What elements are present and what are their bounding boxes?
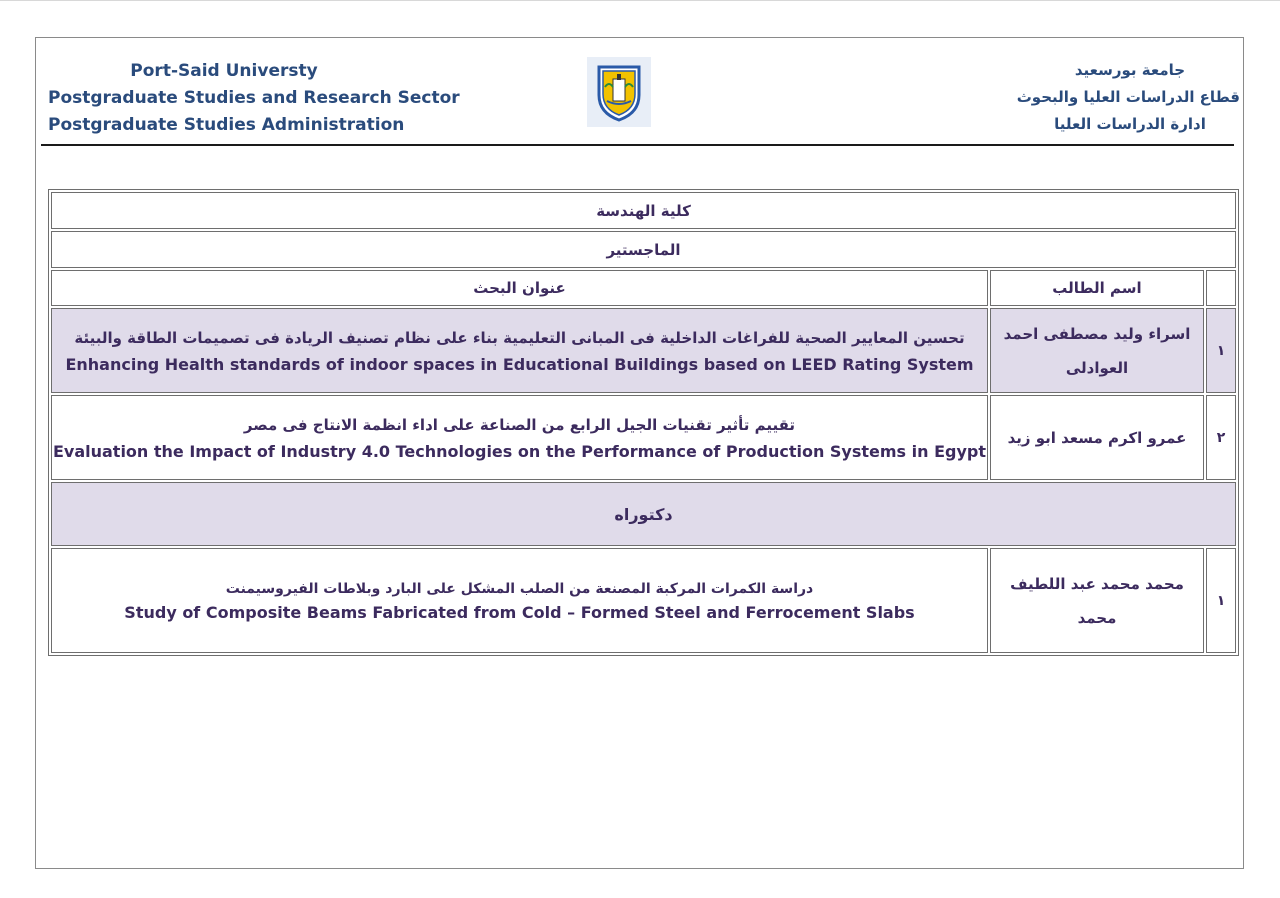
thesis-title-cell [51,548,988,653]
row-number-cell: ١ [1206,308,1236,393]
thesis-title-arabic: دراسة الكمرات المركبة المصنعة من الصلب المشكل على البارد وبلاطات الفيروسيمنت [225,580,814,597]
header-university-en: Port-Said Universty [130,61,318,81]
header-divider [41,144,1234,146]
university-crest-icon [587,57,651,127]
table-row [51,395,1236,480]
column-header-row [51,270,1236,306]
row-number-cell: ٢ [1206,395,1236,480]
thesis-title-cell [51,395,988,480]
header-english-block [48,58,460,139]
thesis-title-english: Enhancing Health standards of indoor spaces in Educational Buildings based on LEED Rating System [65,354,974,374]
crest-svg [593,61,645,123]
student-name-cell: محمد محمد عبد اللطيف محمد [990,548,1204,653]
thesis-title-arabic: تحسين المعايير الصحية للفراغات الداخلية فى المبانى التعليمية بناء على نظام تصنيف الريادة فى تصميمات الطاقة والبيئة [74,328,965,347]
faculty-cell: كلية الهندسة [51,192,1236,229]
thesis-title-cell [51,308,988,393]
thesis-title-english: Evaluation the Impact of Industry 4.0 Technologies on the Performance of Production Systems in Egypt [52,441,987,461]
row-number-cell: ١ [1206,548,1236,653]
header-arabic-block [1016,57,1240,138]
phd-row [51,482,1236,546]
header-sector-en: Postgraduate Studies and Research Sector [48,88,460,108]
column-header-number [1206,270,1236,306]
column-header-title: عنوان البحث [51,270,988,306]
student-name-cell: اسراء وليد مصطفى احمد العوادلى [990,308,1204,393]
student-name-cell: عمرو اكرم مسعد ابو زيد [990,395,1204,480]
thesis-table [48,189,1239,656]
header-administration-ar: ادارة الدراسات العليا [1054,115,1206,133]
header-administration-en: Postgraduate Studies Administration [48,115,405,135]
faculty-row [51,192,1236,229]
masters-label-cell: الماجستير [51,231,1236,268]
column-header-name: اسم الطالب [990,270,1204,306]
table-row [51,308,1236,393]
masters-row [51,231,1236,268]
thesis-title-english: Study of Composite Beams Fabricated from Cold – Formed Steel and Ferrocement Slabs [124,602,915,622]
header-sector-ar: قطاع الدراسات العليا والبحوث [1016,88,1240,106]
table-row [51,548,1236,653]
header-university-ar: جامعة بورسعيد [1074,61,1186,79]
phd-label-cell: دكتوراه [51,482,1236,546]
thesis-title-arabic: تقييم تأثير تقنيات الجيل الرابع من الصناعة على اداء انظمة الانتاج فى مصر [243,415,796,434]
top-border-line [0,0,1280,1]
